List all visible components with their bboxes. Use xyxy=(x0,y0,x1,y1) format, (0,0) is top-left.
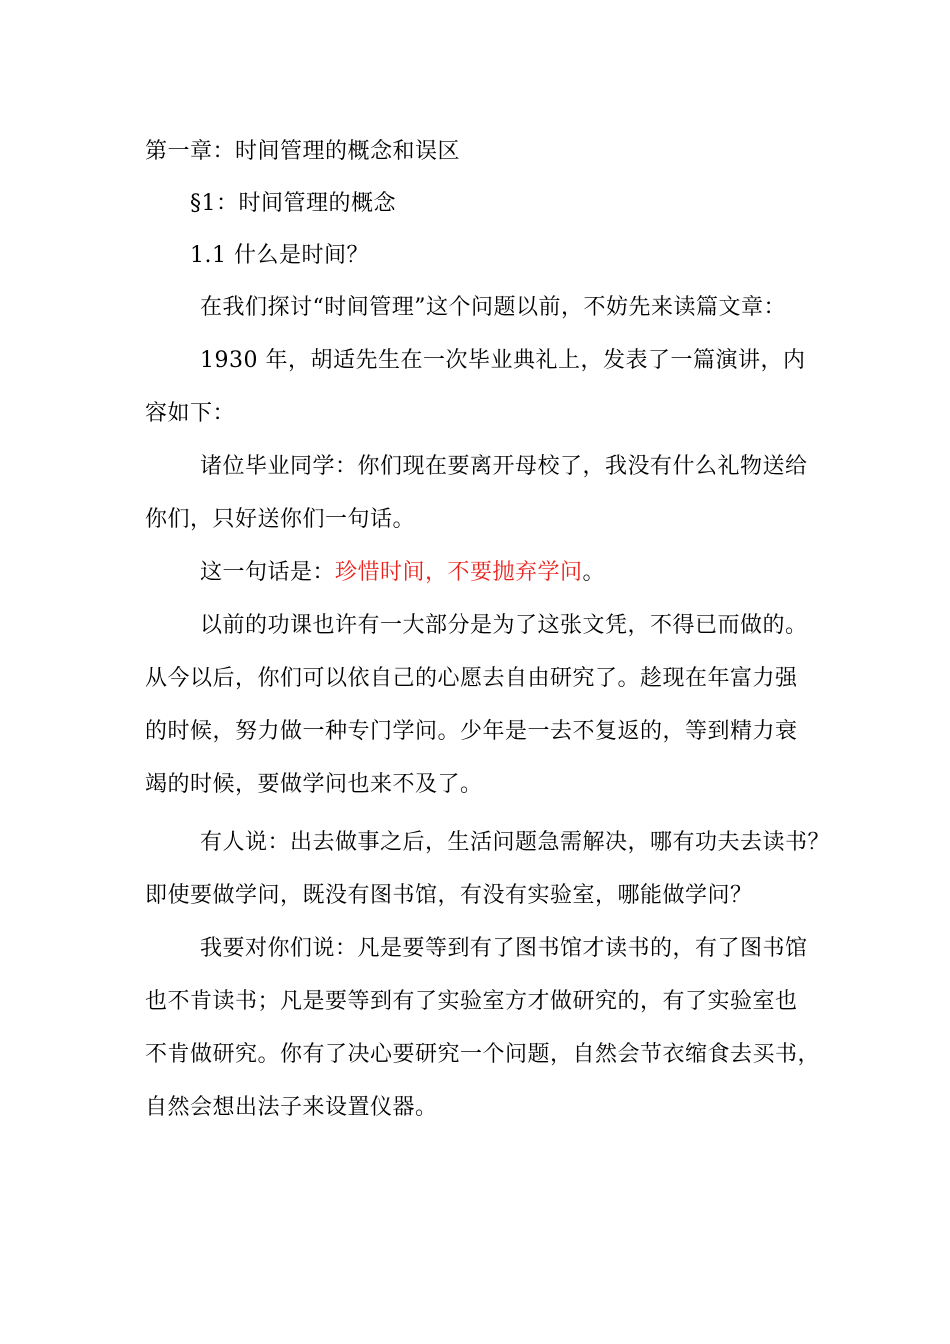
paragraph-line: 诸位毕业同学：你们现在要离开母校了，我没有什么礼物送给 xyxy=(200,454,808,479)
paragraph-line: 竭的时候，要做学问也来不及了。 xyxy=(145,772,483,797)
paragraph-line: 我要对你们说：凡是要等到有了图书馆才读书的，有了图书馆 xyxy=(200,936,808,961)
section-title: §1：时间管理的概念 xyxy=(190,191,396,216)
quote-prefix: 这一句话是： xyxy=(200,560,336,585)
paragraph-line: 的时候，努力做一种专门学问。少年是一去不复返的，等到精力衰 xyxy=(145,719,798,744)
paragraph-line: 有人说：出去做事之后，生活问题急需解决，哪有功夫去读书？ xyxy=(200,830,831,855)
highlighted-quote: 珍惜时间，不要抛弃学问 xyxy=(335,560,583,585)
paragraph-line: 也不肯读书；凡是要等到有了实验室方才做研究的，有了实验室也 xyxy=(145,989,798,1014)
quote-suffix: 。 xyxy=(582,560,606,585)
paragraph-line: 即使要做学问，既没有图书馆，有没有实验室，哪能做学问？ xyxy=(145,883,753,908)
paragraph-line: 1930 年，胡适先生在一次毕业典礼上，发表了一篇演讲，内 xyxy=(200,348,806,373)
chapter-title: 第一章：时间管理的概念和误区 xyxy=(145,139,461,164)
paragraph-line: 从今以后，你们可以依自己的心愿去自由研究了。趁现在年富力强 xyxy=(145,666,798,691)
paragraph-line: 容如下： xyxy=(145,401,236,426)
paragraph-line: 在我们探讨“时间管理”这个问题以前，不妨先来读篇文章： xyxy=(200,295,786,320)
quote-line xyxy=(200,558,605,588)
paragraph-line: 自然会想出法子来设置仪器。 xyxy=(145,1095,438,1120)
paragraph-line: 以前的功课也许有一大部分是为了这张文凭，不得已而做的。 xyxy=(200,613,808,638)
paragraph-line: 你们，只好送你们一句话。 xyxy=(145,507,416,532)
paragraph-line: 不肯做研究。你有了决心要研究一个问题，自然会节衣缩食去买书， xyxy=(145,1042,821,1067)
subsection-title: 1.1 什么是时间？ xyxy=(190,243,369,268)
